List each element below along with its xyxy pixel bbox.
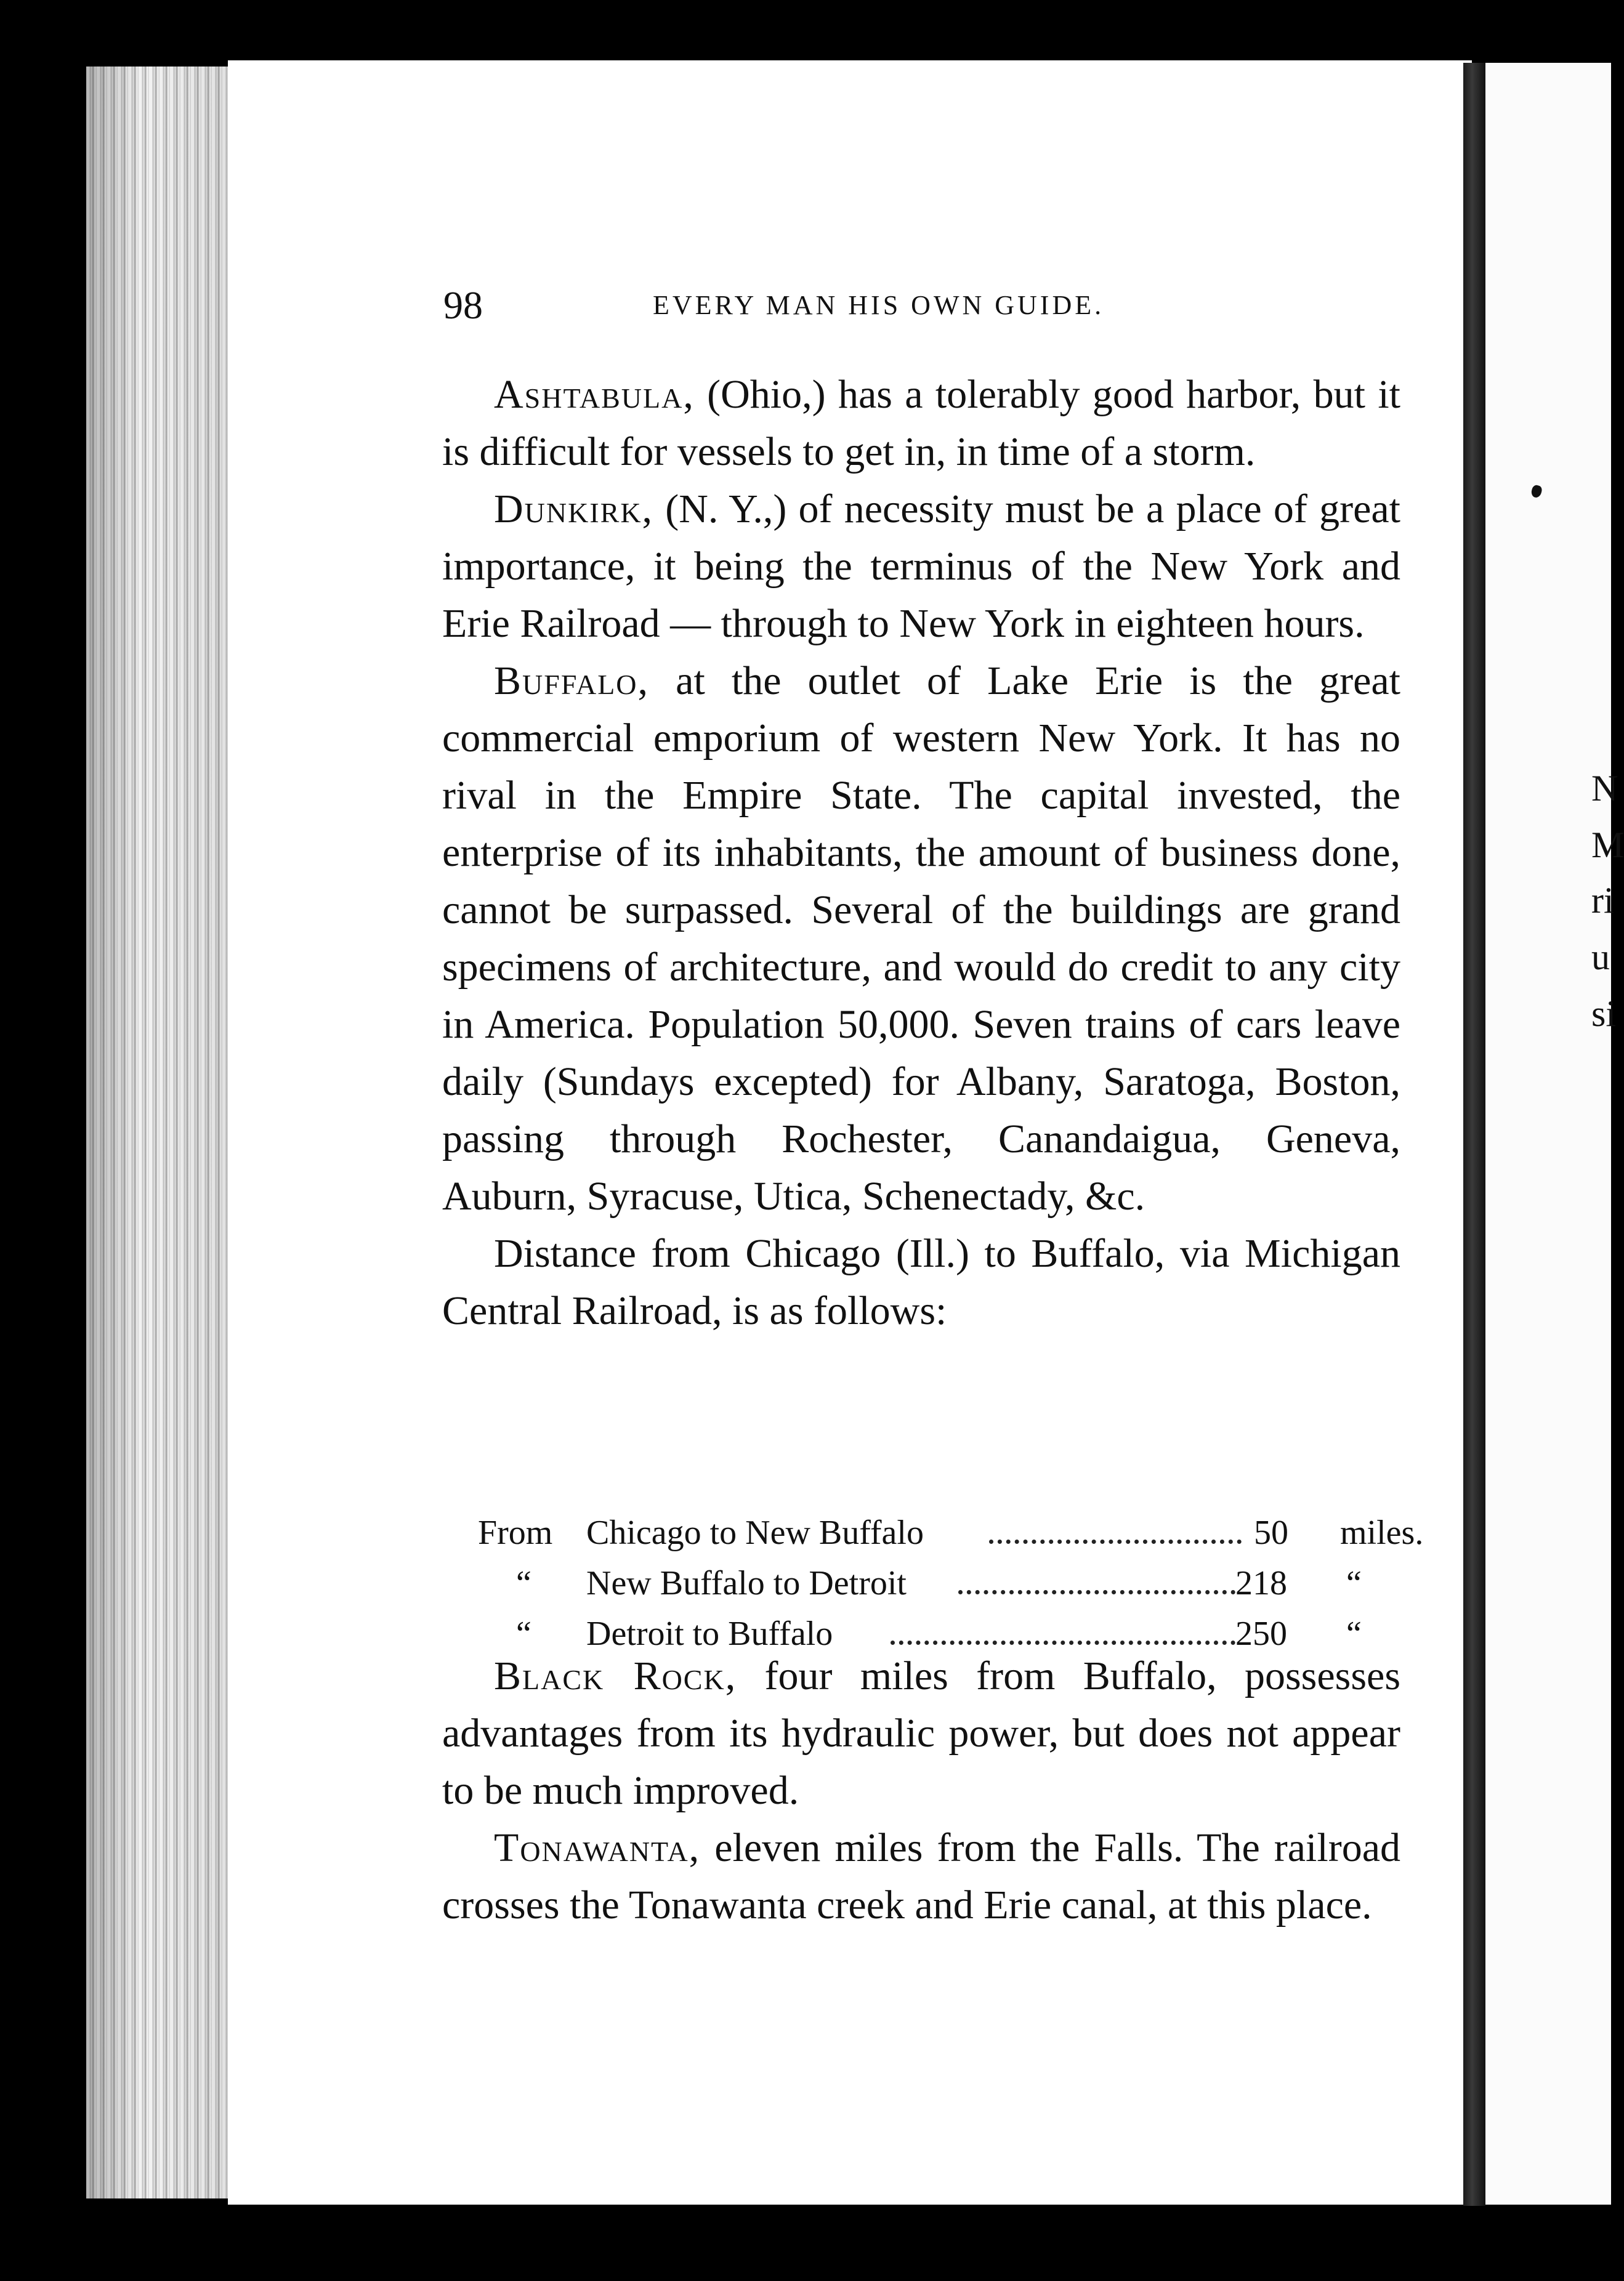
place-name: Ashtabula, <box>494 372 695 417</box>
place-name: Dunkirk, <box>494 486 654 531</box>
facing-page <box>1485 63 1611 2205</box>
book-gutter <box>1463 63 1485 2206</box>
place-name: Black Rock, <box>494 1653 737 1698</box>
paragraph-text: Distance from Chicago (Ill.) to Buffalo, via Michigan Central Railroad, is as follows: <box>442 1231 1400 1333</box>
table-row <box>478 1558 1402 1609</box>
tail-text <box>442 1647 1400 1934</box>
route-label: Detroit to Buffalo <box>586 1615 833 1653</box>
distance-unit: “ <box>1346 1615 1362 1653</box>
facing-page-letter: u <box>1591 937 1610 977</box>
place-name: Buffalo, <box>494 658 650 703</box>
row-prefix: From <box>478 1514 553 1552</box>
paragraph-ashtabula <box>442 366 1400 480</box>
paragraph-dunkirk <box>442 480 1400 652</box>
paragraph-text: at the outlet of Lake Erie is the great commercial emporium of western New York. It has no rival in the Empire State. The capital invested, the enterprise of its inhabitants, the amount of business done, cannot be surpassed. Several of the buildings are grand specimens of architecture, and would do credit to any city in America. Population 50,000. Seven trains of cars leave daily (Sundays excepted) for Albany, Saratoga, Boston, passing through Rochester, Canandaigua, Geneva, Auburn, Syracuse, Utica, Schenectady, &c. <box>442 658 1400 1219</box>
paragraph-text: eleven miles from the Falls. The railroad crosses the Tonawanta creek and Erie canal, at this place. <box>442 1825 1400 1928</box>
page-number: 98 <box>443 283 483 327</box>
paragraph-text: (Ohio,) has a tolerably good harbor, but it is difficult for vessels to get in, in time of a storm. <box>442 372 1400 474</box>
row-prefix: “ <box>516 1615 531 1653</box>
dot-leader <box>958 1590 1235 1594</box>
page-edge-shadow <box>86 67 228 2198</box>
route-label: New Buffalo to Detroit <box>586 1564 907 1602</box>
place-name: Tonawanta, <box>494 1825 701 1870</box>
facing-page-letter: M <box>1591 825 1624 865</box>
distance-unit: miles. <box>1340 1514 1424 1552</box>
row-prefix: “ <box>516 1564 531 1602</box>
route-label: Chicago to New Buffalo <box>586 1514 924 1552</box>
paragraph-black-rock <box>442 1647 1400 1819</box>
paragraph-text: (N. Y.,) of necessity must be a place of great importance, it being the terminus of the New York and Erie Railroad — through to New York in eighteen hours. <box>442 486 1400 646</box>
facing-page-letter: si <box>1591 993 1617 1034</box>
distance-value: 50 <box>1254 1514 1288 1552</box>
distance-value: 218 <box>1235 1564 1287 1602</box>
facing-page-letter: ri <box>1591 880 1614 921</box>
distance-table <box>478 1508 1424 1659</box>
paragraph-text: four miles from Buffalo, possesses advantages from its hydraulic power, but does not appear to be much improved. <box>442 1653 1401 1813</box>
table-row <box>478 1508 1424 1558</box>
paragraph-buffalo <box>442 652 1400 1225</box>
distance-value: 250 <box>1235 1615 1287 1653</box>
dot-leader <box>989 1540 1242 1544</box>
body-text <box>442 366 1400 1339</box>
distance-unit: “ <box>1346 1564 1362 1602</box>
facing-page-letter: N <box>1591 768 1618 809</box>
running-head: EVERY MAN HIS OWN GUIDE. <box>653 290 1105 320</box>
dot-leader <box>891 1641 1235 1645</box>
paragraph-distance <box>442 1225 1400 1339</box>
paragraph-tonawanta <box>442 1819 1400 1934</box>
